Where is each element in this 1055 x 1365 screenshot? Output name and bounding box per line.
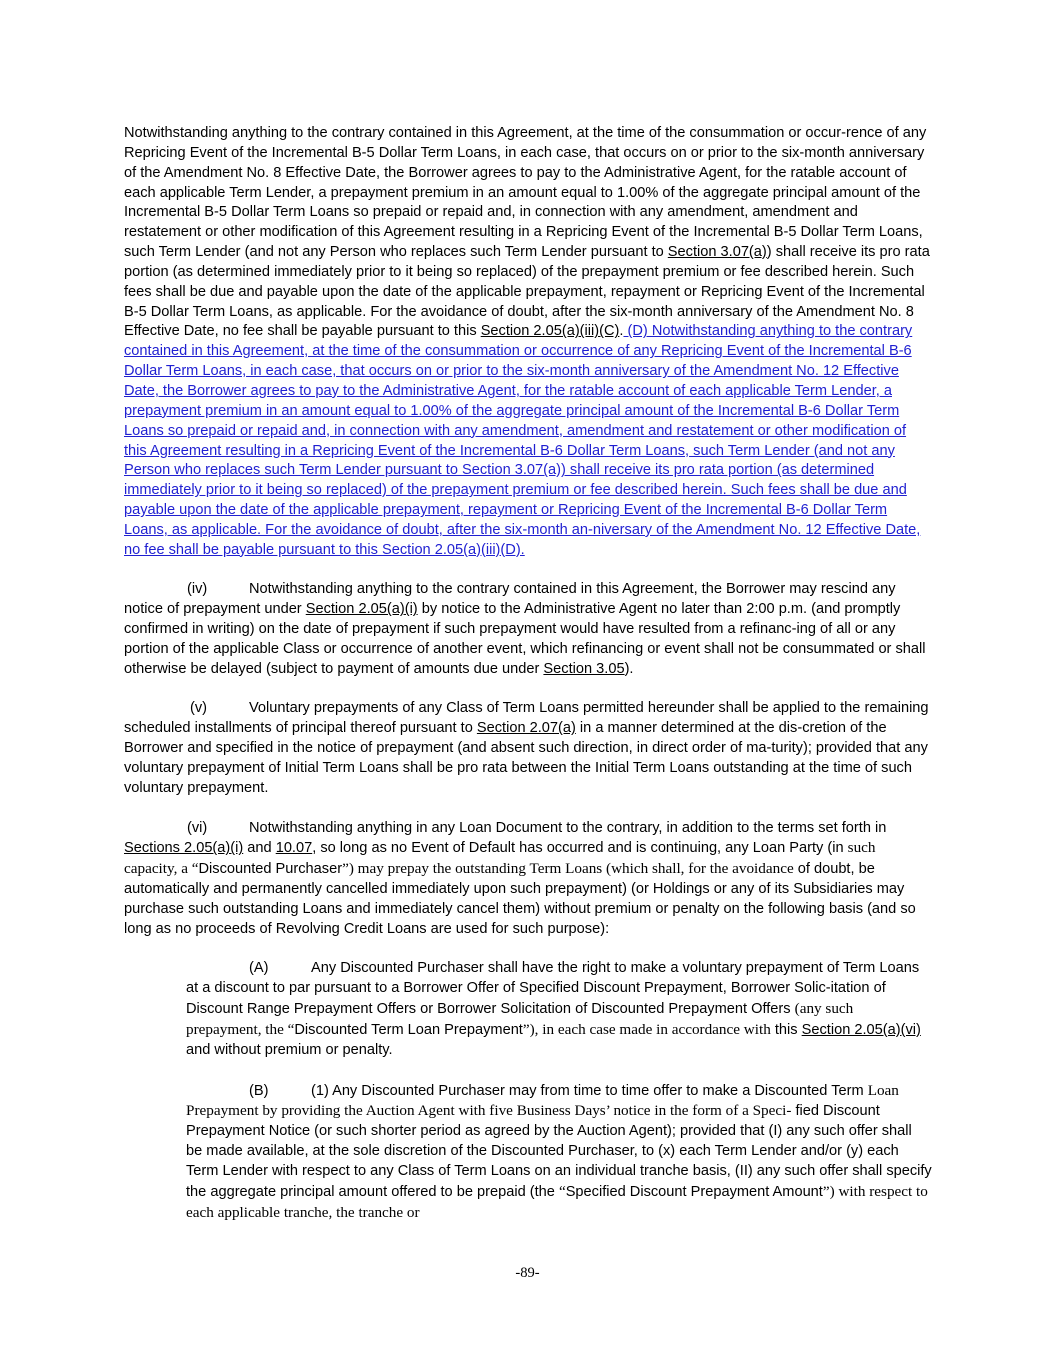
defined-term: Discounted Purchaser xyxy=(198,861,343,878)
defined-term: Specified Discount Prepayment Amount xyxy=(565,1183,823,1200)
section-ref: Section 2.07(a) xyxy=(476,720,576,737)
inserted-text-clause-d: (D) Notwithstanding anything to the contrary contained in this Agreement, at the time of the consummation or occurrence of any Repricing Event of the Incremental B-6 Dollar Term Loans, in each case, that occurs on or prior to the six-month anniversary of the Amendment No. 12 Effective Date, the Borrower agrees to pay to the Administrative Agent, for the ratable account of each applicable Term Lender, a prepayment premium in an amount equal to 1.00% of the aggregate principal amount of the Incremental B-6 Dollar Term Loans so prepaid or repaid and, in connection with any amendment, amendment and restatement or other modification of this Agreement resulting in a Repricing Event of the Incremental B-6 Dollar Term Loans, such Term Lender (and not any Person who replaces such Term Lender pursuant to Section 3.07(a)) shall receive its pro rata portion (as determined immediately prior to it being so replaced) of the prepayment premium or fee described herein. Such fees shall be due and payable upon the date of the applicable prepayment, repayment or Repricing Event of the Incremental B-6 Dollar Term Loans, as applicable. For the avoidance of doubt, after the six-month an-niversary of the Amendment No. 12 Effective Date, no fee shall be payable pursuant to this Section 2.05(a)(iii)(D). xyxy=(124,323,921,558)
defined-term: Discounted Term Loan Prepayment xyxy=(294,1021,523,1038)
clause-number: (A) xyxy=(249,960,269,977)
section-ref: Section 3.05 xyxy=(543,660,625,677)
paragraph-v: (v) Voluntary prepayments of any Class of Term Loans permitted hereunder shall be applied to the remaining scheduled installments of principal thereof pursuant to Section 2.07(a) in a manner determined at the dis-cretion of the Borrower and specified in the notice of prepayment (and absent such direction, in direct order of ma-turity); provided that any voluntary prepayment of Initial Term Loans shall be pro rata between the Initial Term Loans outstanding at the time of such voluntary prepayment. xyxy=(124,700,929,796)
section-ref: Sections 2.05(a)(i) xyxy=(124,840,244,857)
section-ref: Section 2.05(a)(i) xyxy=(305,601,418,618)
clause-number: (B) xyxy=(249,1082,269,1099)
clause-number: (iv) xyxy=(187,581,208,598)
document-page xyxy=(124,124,932,1223)
clause-number: (vi) xyxy=(187,819,208,836)
paragraph-iv: (iv) Notwithstanding anything to the contrary contained in this Agreement, the Borrower may rescind any notice of prepayment under Section 2.05(a)(i) by notice to the Administrative Agent no later than 2:00 p.m. (and promptly confirmed in writing) on the date of prepayment if such prepayment would have resulted from a refinanc-ing of all or any portion of the applicable Class or occurrence of another event, which refinancing or event shall not be consummated or shall otherwise be delayed (subject to payment of amounts due under Section 3.05). xyxy=(124,581,926,677)
section-ref: Section 2.05(a)(iii)(C) xyxy=(480,323,620,340)
section-ref: Section 3.07(a) xyxy=(667,244,767,261)
paragraph-vi: (vi) Notwithstanding anything in any Loan Document to the contrary, in addition to the terms set forth in Sections 2.05(a)(i) and 10.07, so long as no Event of Default has occurred and is continuing, any Loan Party (in such capacity, a “Discounted Purchaser”) may prepay the outstanding Term Loans (which shall, for the avoidance of doubt, be automatically and permanently cancelled immediately upon such prepayment) (or Holdings or any of its Subsidiaries may purchase such outstanding Loans and immediately cancel them) without premium or penalty on the following basis (and so long as no proceeds of Revolving Credit Loans are used for such purpose): xyxy=(124,819,916,937)
paragraph-a: (A) Any Discounted Purchaser shall have the right to make a voluntary prepayment of Term Loans at a discount to par pursuant to a Borrower Offer of Specified Discount Prepayment, Borrower Solic-itation of Discount Range Prepayment Offers or Borrower Solicitation of Discounted Prepayment Offers (any such prepayment, the “Discounted Term Loan Prepayment”), in each case made in accordance with this Section 2.05(a)(vi) and without premium or penalty. xyxy=(186,960,921,1058)
clause-number: (v) xyxy=(190,700,208,717)
paragraph-b: (B) (1) Any Discounted Purchaser may from time to time offer to make a Discounted Term Loan Prepayment by providing the Auction Agent with five Business Days’ notice in the form of a Speci- fied Discount Prepayment Notice (or such shorter period as agreed by the Auction Agent); provided that (I) any such offer shall be made available, at the sole discretion of the Discounted Purchaser, to (x) each Term Lender and/or (y) each Term Lender with respect to any Class of Term Loans on an individual tranche basis, (II) any such offer shall specify the aggregate principal amount offered to be prepaid (the “Specified Discount Prepayment Amount”) with respect to each applicable tranche, the tranche or xyxy=(186,1081,932,1221)
page-number: -89- xyxy=(515,1265,540,1281)
section-ref: Section 2.05(a)(vi) xyxy=(801,1021,921,1038)
paragraph-repricing-premium: Notwithstanding anything to the contrary contained in this Agreement, at the time of the consummation or occur-rence of any Repricing Event of the Incremental B-5 Dollar Term Loans, in each case, that occurs on or prior to the six-month anniversary of the Amendment No. 8 Effective Date, the Borrower agrees to pay to the Administrative Agent, for the ratable account of each applicable Term Lender, a prepayment premium in an amount equal to 1.00% of the aggregate principal amount of the Incremental B-5 Dollar Term Loans so prepaid or repaid and, in connection with any amendment, amendment and restatement or other modification of this Agreement resulting in a Repricing Event of the Incremental B-5 Dollar Term Loans, such Term Lender (and not any Person who replaces such Term Lender pursuant to Section 3.07(a)) shall receive its pro rata portion (as determined immediately prior to it being so replaced) of the prepayment premium or fee described herein. Such fees shall be due and payable upon the date of the applicable prepayment, repayment or Repricing Event of the Incremental B-5 Dollar Term Loans, as applicable. For the avoidance of doubt, after the six-month anniversary of the Amendment No. 8 Effective Date, no fee shall be payable pursuant to this Section 2.05(a)(iii)(C). (D) Notwithstanding anything to the contrary contained in this Agreement, at the time of the consummation or occurrence of any Repricing Event of the Incremental B-6 Dollar Term Loans, in each case, that occurs on or prior to the six-month anniversary of the Amendment No. 12 Effective Date, the Borrower agrees to pay to the Administrative Agent, for the ratable account of each applicable Term Lender, a prepayment premium in an amount equal to 1.00% of the aggregate principal amount of the Incremental B-6 Dollar Term Loans so prepaid or repaid and, in connection with any amendment, amendment and restatement or other modification of this Agreement resulting in a Repricing Event of the Incremental B-6 Dollar Term Loans, such Term Lender (and not any Person who replaces such Term Lender pursuant to Section 3.07(a)) shall receive its pro rata portion (as determined immediately prior to it being so replaced) of the prepayment premium or fee described herein. Such fees shall be due and payable upon the date of the applicable prepayment, repayment or Repricing Event of the Incremental B-6 Dollar Term Loans, as applicable. For the avoidance of doubt, after the six-month an-niversary of the Amendment No. 12 Effective Date, no fee shall be payable pursuant to this Section 2.05(a)(iii)(D). xyxy=(124,125,930,558)
section-ref: 10.07 xyxy=(275,840,313,857)
